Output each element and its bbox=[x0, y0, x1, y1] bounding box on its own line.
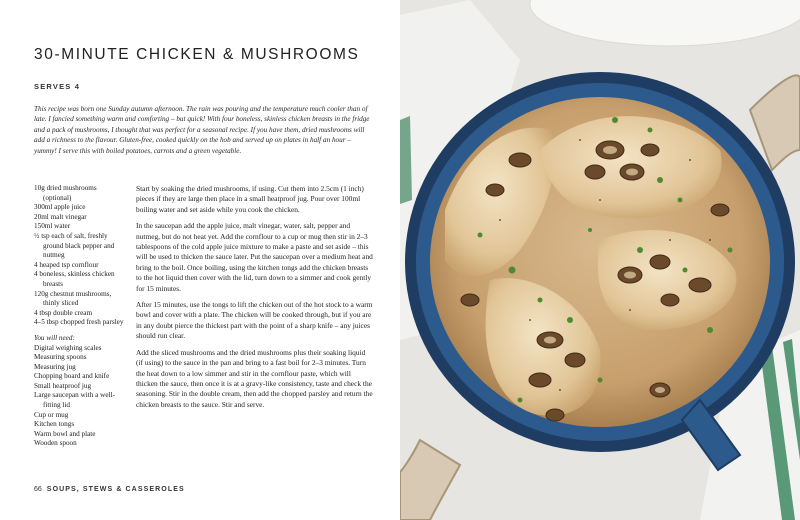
equipment-item: Digital weighing scales bbox=[34, 343, 102, 352]
ingredient-item: 10g dried mushrooms (optional) bbox=[34, 184, 97, 202]
ingredient-item: 20ml malt vinegar bbox=[34, 212, 87, 221]
ingredient-item: 4 heaped tsp cornflour bbox=[34, 260, 99, 269]
ingredient-item: 120g chestnut mushrooms, thinly sliced bbox=[34, 289, 112, 308]
equipment-heading: You will need: bbox=[34, 333, 75, 342]
equipment-item: Chopping board and knife bbox=[34, 372, 110, 381]
method-step: In the saucepan add the apple juice, malt vinegar, water, salt, pepper and nutmeg, but do not heat yet. Add the cornflour to a cup or mug then stir in 2–3 tablespoons of the cold apple juice mixture to make a paste and set aside – this will be used to thicken the sauce later. Put the saucepan over a medium heat and bring to the boil. Once boiling, using the kitchen tongs add the chicken breasts to the hot liquid then cover with the lid, turn down to a simmer and cook gently for 15 minutes. bbox=[136, 221, 373, 293]
equipment-item: Wooden spoon bbox=[34, 439, 77, 448]
section-title: SOUPS, STEWS & CASSEROLES bbox=[46, 486, 185, 493]
equipment-item: Measuring spoons bbox=[34, 353, 87, 362]
method-step: After 15 minutes, use the tongs to lift the chicken out of the hot stock to a warm bowl and cover with a plate. The chicken will be cooked through, but if you are in any doubt pierce the thickest part with the point of a sharp knife – any juices should run clear. bbox=[136, 300, 373, 341]
method-steps bbox=[136, 184, 374, 416]
ingredient-item: ½ tsp each of salt, freshly ground black pepper and nutmeg bbox=[34, 231, 115, 260]
dish-photo bbox=[400, 0, 800, 520]
equipment-item: Kitchen tongs bbox=[34, 420, 75, 429]
equipment-item: Measuring jug bbox=[34, 362, 76, 371]
equipment-item: Cup or mug bbox=[34, 410, 69, 419]
chicken-pan-illustration bbox=[400, 0, 800, 520]
page-number: 66 bbox=[34, 486, 42, 493]
equipment-item: Small heatproof jug bbox=[34, 381, 92, 390]
ingredient-item: 4 tbsp double cream bbox=[34, 308, 93, 317]
method-step: Start by soaking the dried mushrooms, if using. Cut them into 2.5cm (1 inch) pieces if they are large then place in a small heatproof jug. Pour over 100ml boiling water and set aside while you cook the chicken. bbox=[136, 184, 364, 214]
page-footer bbox=[34, 486, 185, 493]
ingredient-item: 150ml water bbox=[34, 222, 71, 231]
serves-label: SERVES 4 bbox=[34, 82, 81, 91]
ingredient-item: 4–5 tbsp chopped fresh parsley bbox=[34, 318, 124, 327]
ingredient-item: 4 boneless, skinless chicken breasts bbox=[34, 270, 115, 288]
recipe-title: 30-MINUTE CHICKEN & MUSHROOMS bbox=[34, 46, 360, 63]
equipment-item: Large saucepan with a well-fitting lid bbox=[34, 391, 115, 410]
equipment-item: Warm bowl and plate bbox=[34, 429, 96, 438]
recipe-intro: This recipe was born one Sunday autumn afternoon. The rain was pouring and the temperature much cooler than of late. I fancied something warm and comforting – but quick! With four boneless, skinless chicken breasts in the fridge and a pack of mushrooms, I thought that was perfect for a seasonal recipe. If you have them, dried mushrooms will add a richness to the flavour. Gluten-free, cooked quickly on the hob and served up on plates in half an hour – yummy! I serve this with boiled potatoes, carrots and a green vegetable. bbox=[34, 105, 370, 155]
ingredient-item: 300ml apple juice bbox=[34, 203, 86, 212]
ingredients-list bbox=[34, 184, 126, 449]
method-step: Add the sliced mushrooms and the dried mushrooms plus their soaking liquid (if using) to the sauce in the pan and bring to a fast boil for 2–3 minutes. Turn the heat down to a low simmer and stir in the cornflour paste, which will thicken the sauce, then once it is at a gravy-like consistency, taste and check the seasoning. Stir in the double cream, then add the chopped parsley and return the chicken breasts to the sauce. Stir and serve. bbox=[136, 347, 373, 409]
